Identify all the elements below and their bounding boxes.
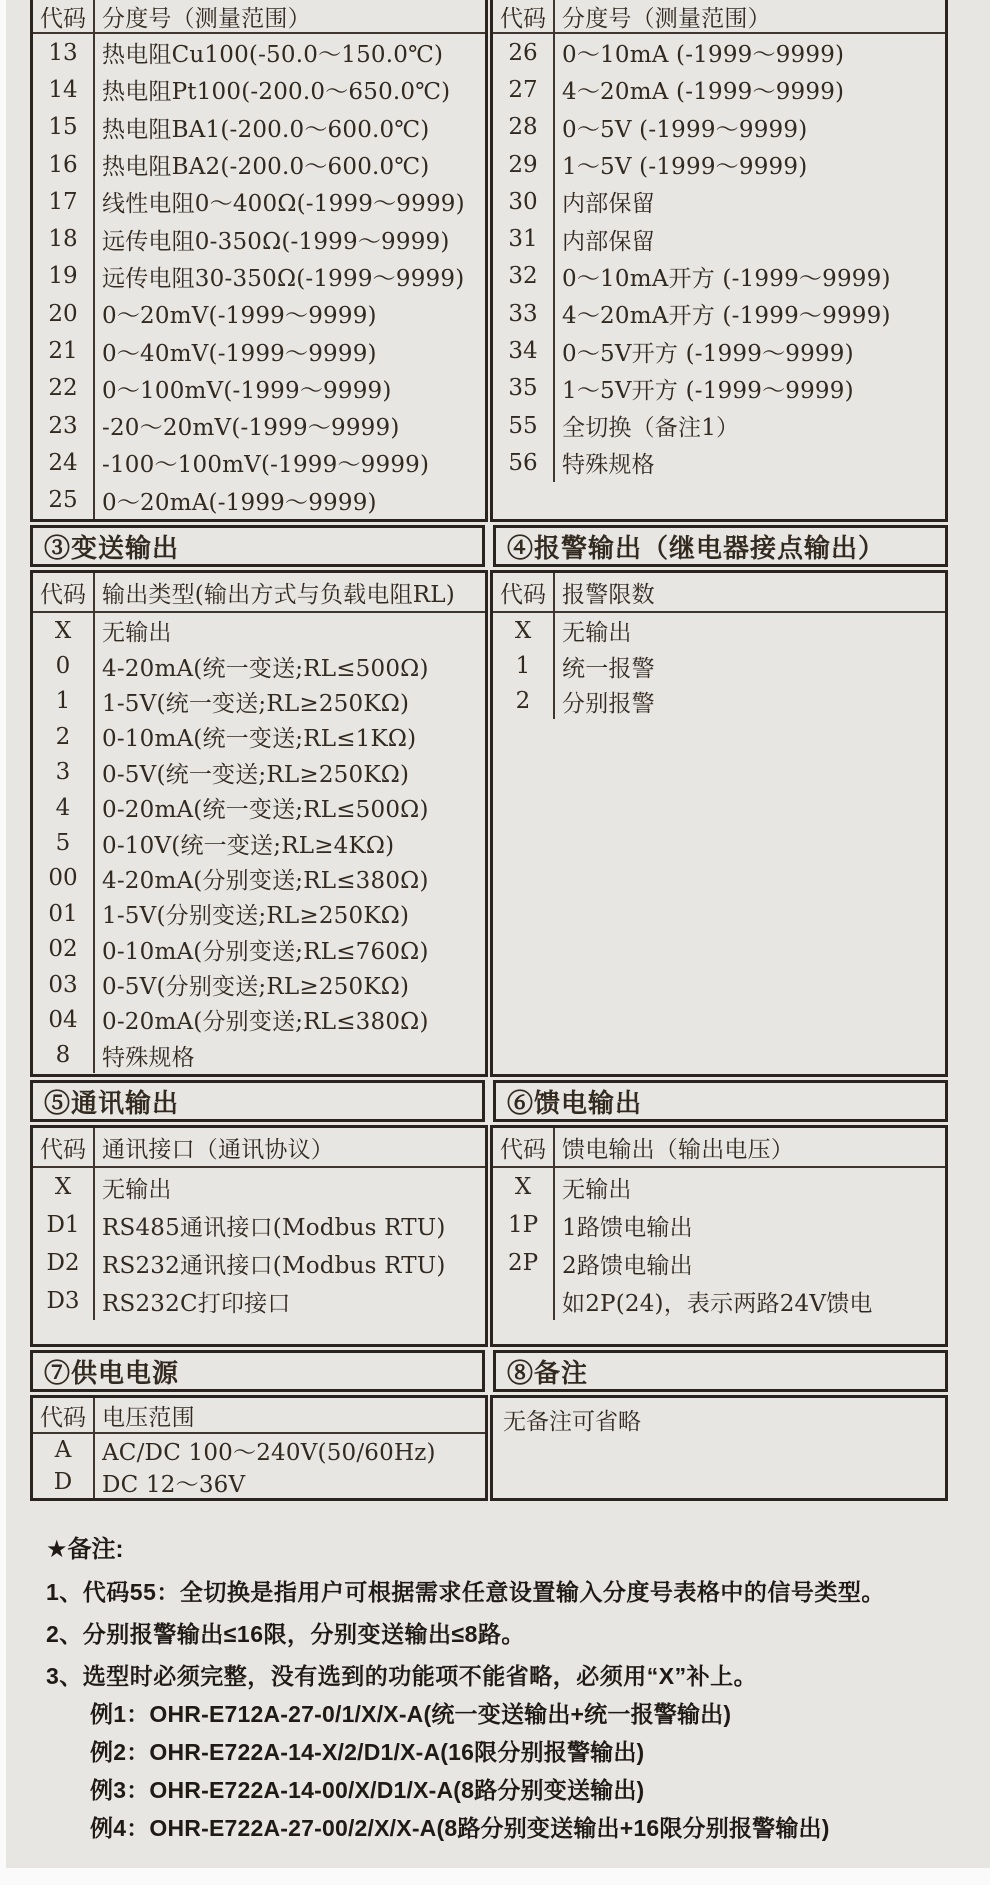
selection-table-content: [30, 0, 948, 1843]
code-cell: X: [33, 1168, 95, 1206]
output-type-cell: 0-20mA(统一变送;RL≤500Ω): [102, 797, 429, 824]
section-band-5-6: [30, 1080, 948, 1122]
range-cell: 热电阻BA1(-200.0～600.0℃): [102, 116, 430, 143]
comm-interface-cell: RS485通讯接口(Modbus RTU): [102, 1214, 446, 1241]
power-remark-table: [30, 1395, 948, 1501]
ordering-example: 例3：OHR-E722A-14-00/X/D1/X-A(8路分别变送输出): [90, 1777, 645, 1803]
code-cell: 8: [33, 1038, 95, 1073]
column-header-alarm-limit: 报警限数: [555, 573, 945, 613]
column-header-code: 代码: [33, 0, 95, 34]
range-cell: 热电阻Pt100(-200.0～650.0℃): [102, 79, 451, 106]
alarm-limit-cell: 分别报警: [562, 690, 655, 717]
alarm-limit-cell: 无输出: [562, 620, 632, 647]
output-type-cell: 0-10V(统一变送;RL≥4KΩ): [102, 832, 395, 859]
range-cell: 内部保留: [562, 228, 655, 255]
range-cell: 0～5V (-1999～9999): [562, 116, 808, 143]
code-cell: D: [33, 1466, 95, 1498]
code-cell: 17: [33, 183, 95, 220]
section-title-comm-output: ⑤通讯输出: [30, 1080, 485, 1122]
remark-table: [490, 1395, 948, 1501]
output-type-cell: 无输出: [102, 620, 172, 647]
code-cell: 0: [33, 648, 95, 683]
footnote-item: 2、分别报警输出≤16限，分别变送输出≤8路。: [46, 1621, 525, 1647]
column-header-code: 代码: [33, 1128, 95, 1168]
transmit-output-table: [30, 570, 488, 1077]
range-cell: 线性电阻0～400Ω(-1999～9999): [102, 191, 465, 218]
code-cell: 1: [493, 648, 555, 683]
column-header-code: 代码: [493, 0, 555, 34]
code-cell: 2: [33, 719, 95, 754]
feed-output-cell: 无输出: [562, 1176, 632, 1203]
code-cell: 29: [493, 146, 555, 183]
code-cell: 26: [493, 34, 555, 71]
code-cell: 2P: [493, 1244, 555, 1282]
column-header-code: 代码: [33, 1398, 95, 1434]
column-header-code: 代码: [493, 1128, 555, 1168]
code-cell: 03: [33, 967, 95, 1002]
code-cell: 32: [493, 258, 555, 295]
feed-output-cell: 1路馈电输出: [562, 1214, 693, 1241]
output-type-cell: 4-20mA(分别变送;RL≤380Ω): [102, 867, 429, 894]
input-signal-table-left: [30, 0, 488, 522]
comm-interface-cell: RS232C打印接口: [102, 1290, 291, 1317]
code-cell: 04: [33, 1002, 95, 1037]
code-cell: A: [33, 1434, 95, 1466]
output-type-cell: 0-10mA(统一变送;RL≤1KΩ): [102, 726, 417, 753]
power-supply-table: [30, 1395, 488, 1501]
code-cell: X: [493, 1168, 555, 1206]
code-cell: 22: [33, 370, 95, 407]
range-cell: 0～20mA(-1999～9999): [102, 489, 377, 516]
range-cell: -20～20mV(-1999～9999): [102, 415, 400, 442]
alarm-limit-cell: 统一报警: [562, 655, 655, 682]
code-cell: D1: [33, 1206, 95, 1244]
range-cell: 0～100mV(-1999～9999): [102, 377, 392, 404]
input-signal-table-right: [490, 0, 948, 522]
output-type-cell: 1-5V(统一变送;RL≥250KΩ): [102, 690, 410, 717]
code-cell: 31: [493, 220, 555, 257]
ordering-example: 例2：OHR-E722A-14-X/2/D1/X-A(16限分别报警输出): [90, 1739, 645, 1765]
range-cell: 热电阻Cu100(-50.0～150.0℃): [102, 42, 444, 69]
code-cell: D3: [33, 1282, 95, 1320]
code-cell: 01: [33, 896, 95, 931]
column-header-range: 分度号（测量范围）: [555, 0, 945, 34]
code-cell: 16: [33, 146, 95, 183]
code-cell: 14: [33, 71, 95, 108]
transmit-alarm-table: [30, 570, 948, 1077]
code-cell: 02: [33, 932, 95, 967]
ordering-example: 例4：OHR-E722A-27-00/2/X/X-A(8路分别变送输出+16限分别报警输出): [90, 1815, 830, 1841]
code-cell: 13: [33, 34, 95, 71]
code-cell: 27: [493, 71, 555, 108]
code-cell: 33: [493, 295, 555, 332]
column-header-feed-voltage: 馈电输出（输出电压）: [555, 1128, 945, 1168]
alarm-output-table: [490, 570, 948, 1077]
output-type-cell: 0-20mA(分别变送;RL≤380Ω): [102, 1009, 429, 1036]
code-cell: D2: [33, 1244, 95, 1282]
footnote-item: 1、代码55：全切换是指用户可根据需求任意设置输入分度号表格中的信号类型。: [46, 1579, 885, 1605]
footnote-item: 3、选型时必须完整，没有选到的功能项不能省略，必须用“X”补上。: [46, 1663, 758, 1689]
section-title-alarm-output: ④报警输出（继电器接点输出）: [493, 525, 948, 567]
section-title-remark: ⑧备注: [493, 1350, 948, 1392]
footnotes: [30, 1501, 948, 1843]
code-cell: 20: [33, 295, 95, 332]
column-header-code: 代码: [493, 573, 555, 613]
feed-output-cell: 如2P(24)，表示两路24V馈电: [562, 1290, 873, 1317]
code-cell: 55: [493, 407, 555, 444]
code-cell: 5: [33, 825, 95, 860]
voltage-range-cell: DC 12～36V: [102, 1471, 246, 1498]
section-band-3-4: [30, 525, 948, 567]
code-cell: 19: [33, 258, 95, 295]
code-cell: 24: [33, 444, 95, 481]
range-cell: 0～20mV(-1999～9999): [102, 303, 377, 330]
code-cell: 1P: [493, 1206, 555, 1244]
section-title-transmit-output: ③变送输出: [30, 525, 485, 567]
comm-output-table: [30, 1125, 488, 1347]
output-type-cell: 0-5V(统一变送;RL≥250KΩ): [102, 761, 410, 788]
remark-note: 无备注可省略: [503, 1409, 641, 1435]
ordering-example: 例1：OHR-E712A-27-0/1/X/X-A(统一变送输出+统一报警输出): [90, 1701, 732, 1727]
range-cell: 4～20mA开方 (-1999～9999): [562, 303, 891, 330]
column-header-output-type: 输出类型(输出方式与负载电阻RL): [95, 573, 485, 613]
range-cell: 内部保留: [562, 191, 655, 218]
column-header-code: 代码: [33, 573, 95, 613]
code-cell: 23: [33, 407, 95, 444]
code-cell: 56: [493, 444, 555, 481]
code-cell: [493, 1282, 555, 1320]
code-cell: 15: [33, 109, 95, 146]
range-cell: 0～10mA (-1999～9999): [562, 42, 845, 69]
code-cell: 30: [493, 183, 555, 220]
voltage-range-cell: AC/DC 100～240V(50/60Hz): [102, 1439, 436, 1466]
code-cell: X: [33, 613, 95, 648]
footnotes-title: ★备注:: [46, 1536, 124, 1563]
code-cell: 25: [33, 482, 95, 519]
input-signal-table: [30, 0, 948, 522]
code-cell: 1: [33, 684, 95, 719]
output-type-cell: 0-5V(分别变送;RL≥250KΩ): [102, 974, 410, 1001]
output-type-cell: 0-10mA(分别变送;RL≤760Ω): [102, 938, 429, 965]
code-cell: 34: [493, 332, 555, 369]
range-cell: 1～5V (-1999～9999): [562, 154, 808, 181]
section-band-7-8: [30, 1350, 948, 1392]
comm-interface-cell: 无输出: [102, 1176, 172, 1203]
section-title-power-feed-output: ⑥馈电输出: [493, 1080, 948, 1122]
column-header-range: 分度号（测量范围）: [95, 0, 485, 34]
comm-interface-cell: RS232通讯接口(Modbus RTU): [102, 1252, 446, 1279]
power-feed-table: [490, 1125, 948, 1347]
feed-output-cell: 2路馈电输出: [562, 1252, 693, 1279]
output-type-cell: 特殊规格: [102, 1044, 195, 1071]
column-header-voltage-range: 电压范围: [95, 1398, 485, 1434]
code-cell: 00: [33, 861, 95, 896]
comm-feed-table: [30, 1125, 948, 1347]
output-type-cell: 4-20mA(统一变送;RL≤500Ω): [102, 655, 429, 682]
range-cell: 远传电阻0-350Ω(-1999～9999): [102, 228, 450, 255]
section-title-power-supply: ⑦供电电源: [30, 1350, 485, 1392]
code-cell: 4: [33, 790, 95, 825]
code-cell: 21: [33, 332, 95, 369]
range-cell: 全切换（备注1）: [562, 415, 740, 442]
column-header-comm-interface: 通讯接口（通讯协议）: [95, 1128, 485, 1168]
code-cell: X: [493, 613, 555, 648]
range-cell: 热电阻BA2(-200.0～600.0℃): [102, 154, 430, 181]
range-cell: 0～5V开方 (-1999～9999): [562, 340, 854, 367]
range-cell: 4～20mA (-1999～9999): [562, 79, 845, 106]
code-cell: 35: [493, 370, 555, 407]
range-cell: 0～40mV(-1999～9999): [102, 340, 377, 367]
range-cell: 远传电阻30-350Ω(-1999～9999): [102, 265, 465, 292]
range-cell: 0～10mA开方 (-1999～9999): [562, 265, 891, 292]
range-cell: 特殊规格: [562, 452, 655, 479]
output-type-cell: 1-5V(分别变送;RL≥250KΩ): [102, 903, 410, 930]
range-cell: -100～100mV(-1999～9999): [102, 452, 430, 479]
code-cell: 2: [493, 684, 555, 719]
code-cell: 28: [493, 109, 555, 146]
code-cell: 3: [33, 755, 95, 790]
range-cell: 1～5V开方 (-1999～9999): [562, 377, 854, 404]
code-cell: 18: [33, 220, 95, 257]
